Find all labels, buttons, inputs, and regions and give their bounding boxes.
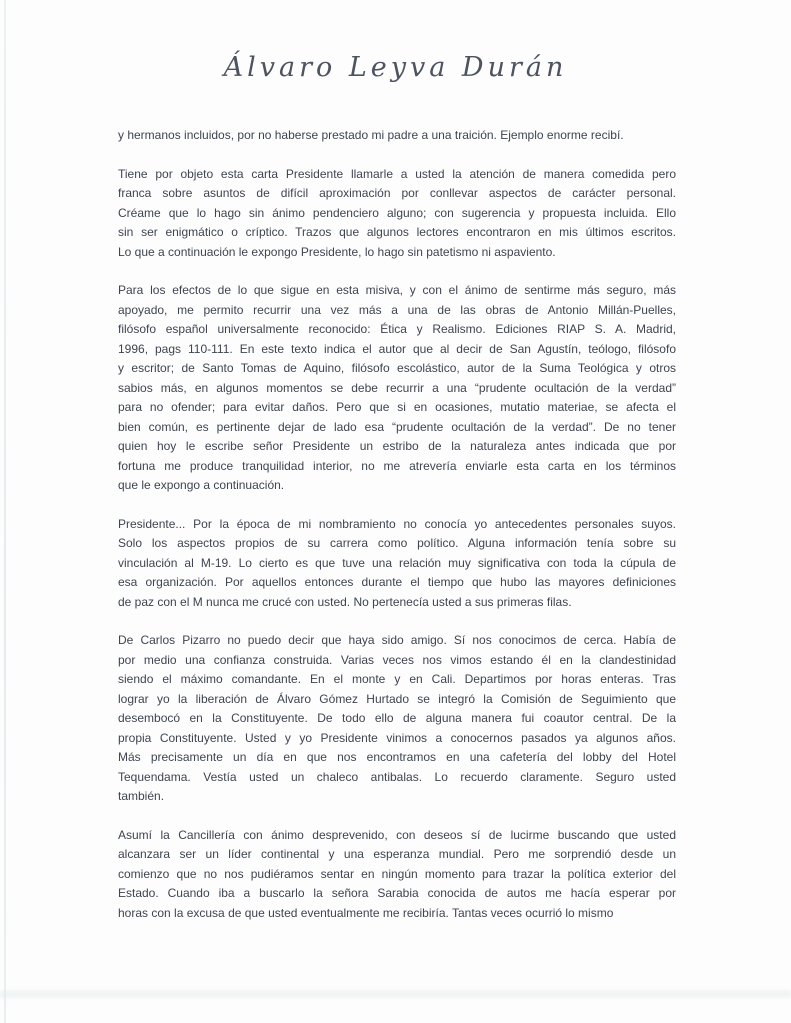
scan-noise-artifact (0, 988, 791, 1000)
text-line: desembocó en la Constituyente. De todo ello de alguna manera fui coautor central. De la (118, 711, 676, 725)
text-line: lograr yo la liberación de Álvaro Gómez Hurtado se integró la Comisión de Seguimiento que (118, 691, 676, 706)
paragraph (118, 281, 676, 496)
text-line: apoyado, me permito recurrir una vez más a una de las obras de Antonio Millán-Puelles, (118, 302, 676, 317)
text-line: Para los efectos de lo que sigue en esta misiva, y con el ánimo de sentirme más seguro, más (118, 283, 676, 297)
text-line: Estado. Cuando iba a buscarlo la señora Sarabia conocida de autos me hacía esperar por (118, 886, 676, 900)
text-line: Más precisamente un día en que nos encontramos en una cafetería del lobby del Hotel (118, 750, 676, 764)
text-line: alcanzara ser un líder continental y una esperanza mundial. Pero me sorprendió desde un (118, 847, 676, 861)
text-line: filósofo español universalmente reconocido: Ética y Realismo. Ediciones RIAP S. A. Madrid, (118, 322, 676, 336)
text-line: Créame que lo hago sin ánimo pendenciero alguno; con sugerencia y propuesta incluida. Ello (118, 205, 676, 220)
paragraph (118, 126, 676, 146)
text-line: quien hoy le escribe señor Presidente un estribo de la naturaleza antes indicada que por (118, 439, 676, 453)
text-line: comienzo que no nos pudiéramos sentar en ningún momento para trazar la política exterior del (118, 866, 676, 881)
letter-body (118, 126, 676, 942)
text-line: bien común, es pertinente dejar de lado esa “prudente ocultación de la verdad”. De no tener (118, 419, 676, 434)
paragraph (118, 515, 676, 613)
text-line: Lo que a continuación le expongo Presidente, lo hago sin patetismo ni aspaviento. (118, 244, 556, 259)
text-line: sabios más, en algunos momentos se debe recurrir a una “prudente ocultación de la verdad” (118, 380, 676, 395)
text-line: Solo los aspectos propios de su carrera como político. Alguna información tenía sobre su (118, 536, 676, 550)
paragraph (118, 165, 676, 263)
text-line: siendo el máximo comandante. En el monte y en Cali. Departimos por horas enteras. Tras (118, 672, 676, 686)
text-line: y hermanos incluidos, por no haberse prestado mi padre a una traición. Ejemplo enorme recibí. (118, 128, 624, 142)
text-line: horas con la excusa de que usted eventualmente me recibiría. Tantas veces ocurrió lo mismo (118, 905, 614, 920)
text-line: franca sobre asuntos de difícil aproximación por conllevar aspectos de carácter personal. (118, 186, 676, 200)
text-line: y escritor; de Santo Tomas de Aquino, filósofo escolástico, autor de la Suma Teológica y otros (118, 361, 676, 375)
text-line: también. (118, 789, 165, 803)
text-line: Asumí la Cancillería con ánimo desprevenido, con deseos sí de lucirme buscando que usted (118, 827, 676, 842)
letterhead-signature: Álvaro Leyva Durán (223, 52, 568, 83)
text-line: De Carlos Pizarro no puedo decir que haya sido amigo. Sí nos conocimos de cerca. Había de (118, 633, 676, 647)
paragraph (118, 826, 676, 924)
text-line: Presidente... Por la época de mi nombramiento no conocía yo antecedentes personales suyos. (118, 516, 676, 531)
paragraph (118, 631, 676, 807)
text-line: propia Constituyente. Usted y yo Presidente vinimos a conocernos pasados ya algunos años. (118, 730, 676, 745)
text-line: para no ofender; para evitar daños. Pero que si en ocasiones, mutatio materiae, se afecta el (118, 400, 676, 414)
text-line: sin ser enigmático o críptico. Trazos que algunos lectores encontraron en mis últimos escritos. (118, 225, 676, 239)
text-line: fortuna me produce tranquilidad interior, no me atrevería enviarle esta carta en los términos (118, 458, 676, 473)
text-line: de paz con el M nunca me crucé con usted. No pertenecía usted a sus primeras filas. (118, 594, 572, 609)
text-line: vinculación al M-19. Lo cierto es que tuve una relación muy significativa con toda la cúpula de (118, 555, 676, 570)
text-line: por medio una confianza construida. Varias veces nos vimos estando él en la clandestinidad (118, 652, 676, 667)
scan-edge-artifact (4, 0, 6, 1023)
text-line: 1996, pags 110-111. En este texto indica el autor que al decir de San Agustín, teólogo, filósofo (118, 341, 676, 356)
text-line: que le expongo a continuación. (118, 478, 285, 492)
text-line: Tequendama. Vestía usted un chaleco antibalas. Lo recuerdo claramente. Seguro usted (118, 769, 676, 784)
text-line: Tiene por objeto esta carta Presidente llamarle a usted la atención de manera comedida pero (118, 166, 676, 181)
text-line: esa organización. Por aquellos entonces durante el tiempo que hubo las mayores definiciones (118, 575, 676, 589)
